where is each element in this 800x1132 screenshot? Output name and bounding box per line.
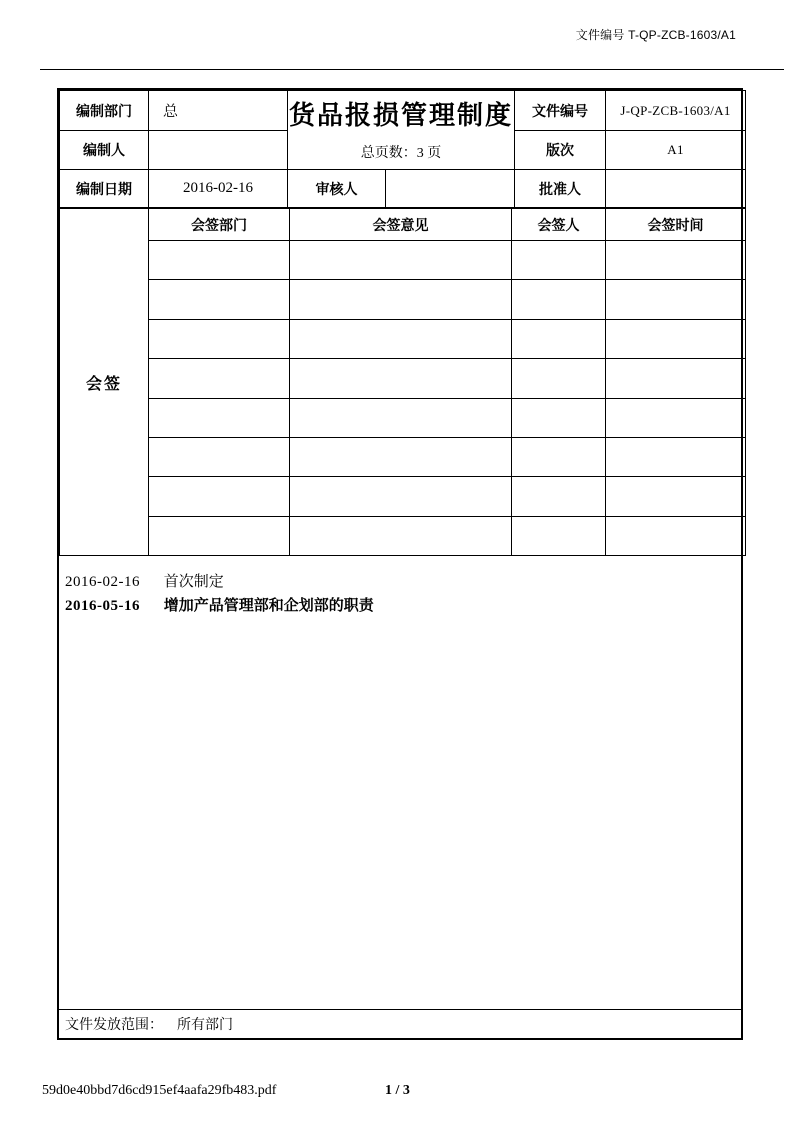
countersign-empty-row — [60, 516, 746, 555]
prepared-dept-label: 编制部门 — [60, 91, 149, 131]
countersign-empty-cell — [512, 477, 606, 516]
footer-filename: 59d0e40bbd7d6cd915ef4aafa29fb483.pdf — [42, 1083, 277, 1098]
prepared-dept-value: 总 — [149, 91, 288, 131]
countersign-header-opinion: 会签意见 — [290, 209, 512, 241]
author-label: 编制人 — [60, 131, 149, 170]
countersign-empty-cell — [512, 437, 606, 476]
reviewer-value — [386, 170, 515, 208]
countersign-empty-cell — [290, 280, 512, 319]
countersign-section-label: 会签 — [60, 209, 149, 556]
countersign-empty-cell — [606, 516, 746, 555]
author-value — [149, 131, 288, 170]
distribution-value: 所有部门 — [177, 1018, 233, 1033]
countersign-empty-cell — [149, 477, 290, 516]
approver-value — [606, 170, 746, 208]
revision-entry — [65, 570, 733, 594]
countersign-header-person: 会签人 — [512, 209, 606, 241]
countersign-empty-cell — [290, 437, 512, 476]
countersign-empty-cell — [149, 319, 290, 358]
distribution-row — [59, 1010, 741, 1038]
countersign-empty-cell — [290, 359, 512, 398]
countersign-empty-cell — [606, 398, 746, 437]
countersign-empty-cell — [290, 516, 512, 555]
countersign-empty-cell — [512, 319, 606, 358]
countersign-empty-cell — [512, 516, 606, 555]
revision-history — [59, 556, 741, 1010]
countersign-empty-cell — [606, 280, 746, 319]
countersign-empty-cell — [290, 398, 512, 437]
countersign-header-dept: 会签部门 — [149, 209, 290, 241]
countersign-table — [59, 208, 746, 556]
header-divider-line — [40, 69, 784, 70]
countersign-empty-row — [60, 398, 746, 437]
document-title: 货品报损管理制度 — [289, 100, 514, 130]
doc-no-value: J-QP-ZCB-1603/A1 — [606, 91, 746, 131]
revision-description: 首次制定 — [163, 574, 224, 590]
countersign-empty-cell — [512, 241, 606, 280]
document-cover-table — [57, 88, 743, 1040]
revision-entry — [65, 594, 733, 618]
countersign-empty-row — [60, 477, 746, 516]
countersign-empty-cell — [512, 398, 606, 437]
title-cell — [288, 91, 515, 170]
countersign-empty-cell — [606, 477, 746, 516]
countersign-empty-cell — [290, 241, 512, 280]
countersign-empty-cell — [290, 477, 512, 516]
revision-date: 2016-05-16 — [65, 598, 140, 614]
revision-description: 增加产品管理部和企划部的职责 — [163, 598, 374, 614]
version-label: 版次 — [515, 131, 606, 170]
countersign-empty-cell — [149, 437, 290, 476]
countersign-empty-cell — [606, 241, 746, 280]
countersign-empty-cell — [606, 437, 746, 476]
revision-date: 2016-02-16 — [65, 574, 140, 590]
countersign-header-time: 会签时间 — [606, 209, 746, 241]
version-value: A1 — [606, 131, 746, 170]
reviewer-label: 审核人 — [288, 170, 386, 208]
countersign-empty-row — [60, 241, 746, 280]
footer-page-indicator: 1 / 3 — [385, 1083, 410, 1098]
countersign-empty-row — [60, 280, 746, 319]
date-value: 2016-02-16 — [149, 170, 288, 208]
countersign-empty-cell — [149, 280, 290, 319]
date-label: 编制日期 — [60, 170, 149, 208]
countersign-empty-cell — [149, 398, 290, 437]
info-table — [59, 90, 746, 208]
countersign-empty-cell — [290, 319, 512, 358]
total-pages: 总页数：3 页 — [360, 146, 442, 162]
countersign-empty-cell — [606, 319, 746, 358]
countersign-empty-cell — [512, 280, 606, 319]
countersign-empty-cell — [149, 359, 290, 398]
distribution-label: 文件发放范围： — [65, 1018, 163, 1033]
countersign-empty-cell — [149, 241, 290, 280]
countersign-empty-row — [60, 319, 746, 358]
countersign-empty-row — [60, 437, 746, 476]
doc-code-header: 文件编号 T-QP-ZCB-1603/A1 — [575, 28, 736, 42]
approver-label: 批准人 — [515, 170, 606, 208]
countersign-empty-cell — [606, 359, 746, 398]
countersign-empty-cell — [512, 359, 606, 398]
countersign-empty-cell — [149, 516, 290, 555]
doc-no-label: 文件编号 — [515, 91, 606, 131]
countersign-empty-row — [60, 359, 746, 398]
